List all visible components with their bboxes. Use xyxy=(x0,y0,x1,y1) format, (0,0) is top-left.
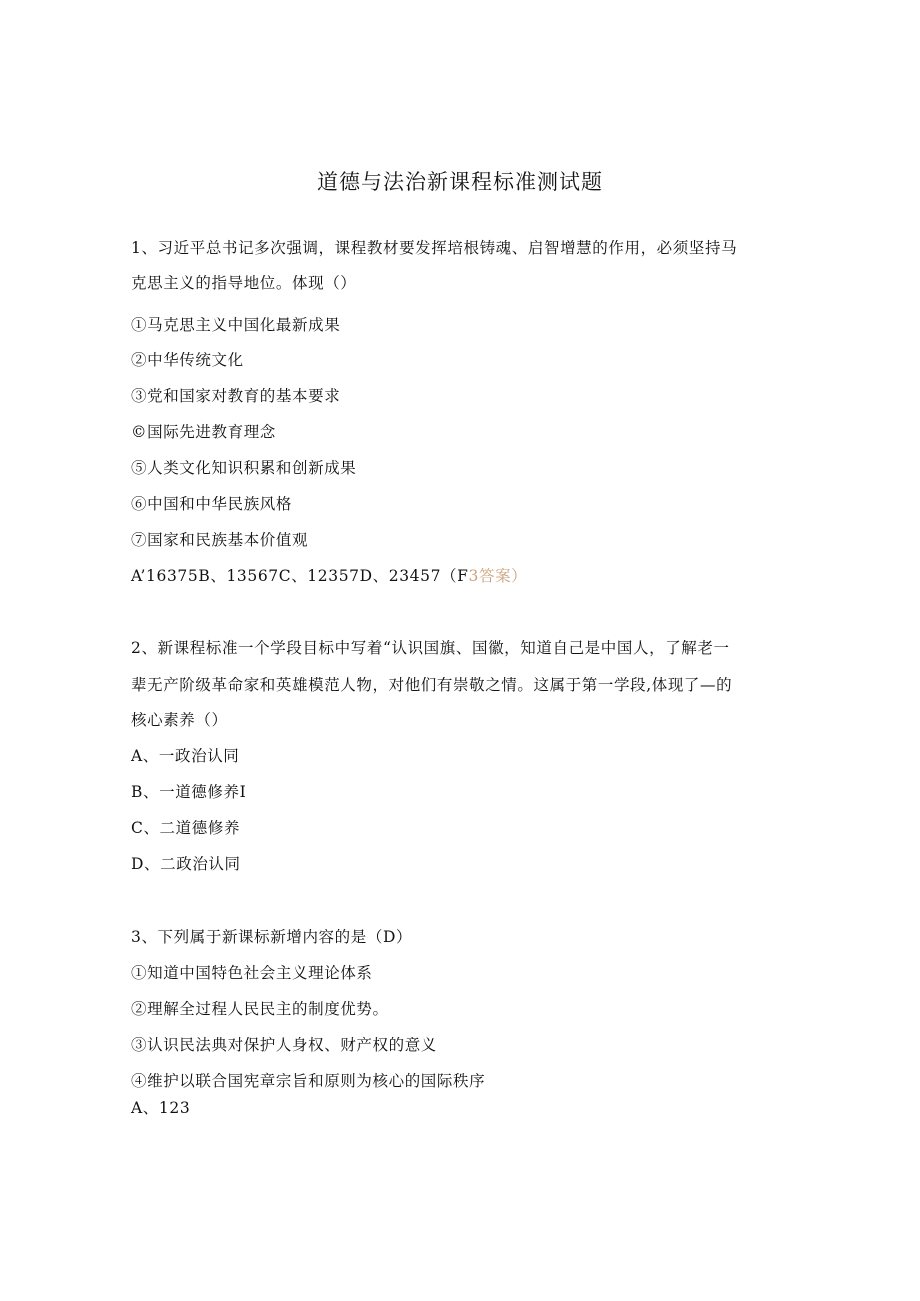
q2-option-d: D、二政治认同 xyxy=(131,855,241,873)
q1-stem-line-2: 克思主义的指导地位。体现（） xyxy=(131,274,357,292)
q1-item: ⑦国家和民族基本价值观 xyxy=(131,531,309,549)
q3-stem: 3、下列属于新课标新增内容的是（D） xyxy=(131,928,413,946)
q2-option-b: B、一道德修养I xyxy=(131,783,247,801)
q1-item: ②中华传统文化 xyxy=(131,351,244,369)
q2-option-c: C、二道德修养 xyxy=(131,819,241,837)
q2-stem-line-3: 核心素养（） xyxy=(131,711,228,729)
q1-item: ⑤人类文化知识积累和创新成果 xyxy=(131,459,357,477)
q2-stem-line-2: 辈无产阶级革命家和英雄模范人物，对他们有崇敬之情。这属于第一学段,体现了—的 xyxy=(131,676,733,694)
q1-item: ©国际先进教育理念 xyxy=(131,423,276,441)
q3-item: ④维护以联合国宪章宗旨和原则为核心的国际秩序 xyxy=(131,1072,486,1090)
q1-stem-line-1: 1、习近平总书记多次强调，课程教材要发挥培根铸魂、启智增慧的作用，必须坚持马 xyxy=(131,239,738,257)
q2-option-a: A、一政治认同 xyxy=(131,747,240,765)
q3-item: ①知道中国特色社会主义理论体系 xyxy=(131,964,373,982)
q1-item: ③党和国家对教育的基本要求 xyxy=(131,387,341,405)
q3-item: ③认识民法典对保护人身权、财产权的意义 xyxy=(131,1036,437,1054)
q2-stem-line-1: 2、新课程标准一个学段目标中写着“认识国旗、国徽，知道自己是中国人，了解老一 xyxy=(131,639,730,657)
page-title: 道德与法治新课程标准测试题 xyxy=(317,170,603,194)
q3-item: ②理解全过程人民民主的制度优势。 xyxy=(131,1000,389,1018)
q1-options xyxy=(131,564,527,586)
q1-options-text: A’16375B、13567C、12357D、23457（F xyxy=(131,567,469,585)
q3-option-a: A、123 xyxy=(131,1099,191,1117)
q1-item: ①马克思主义中国化最新成果 xyxy=(131,316,341,334)
q1-answer-text: 3答案） xyxy=(468,567,528,585)
q1-item: ⑥中国和中华民族风格 xyxy=(131,495,293,513)
